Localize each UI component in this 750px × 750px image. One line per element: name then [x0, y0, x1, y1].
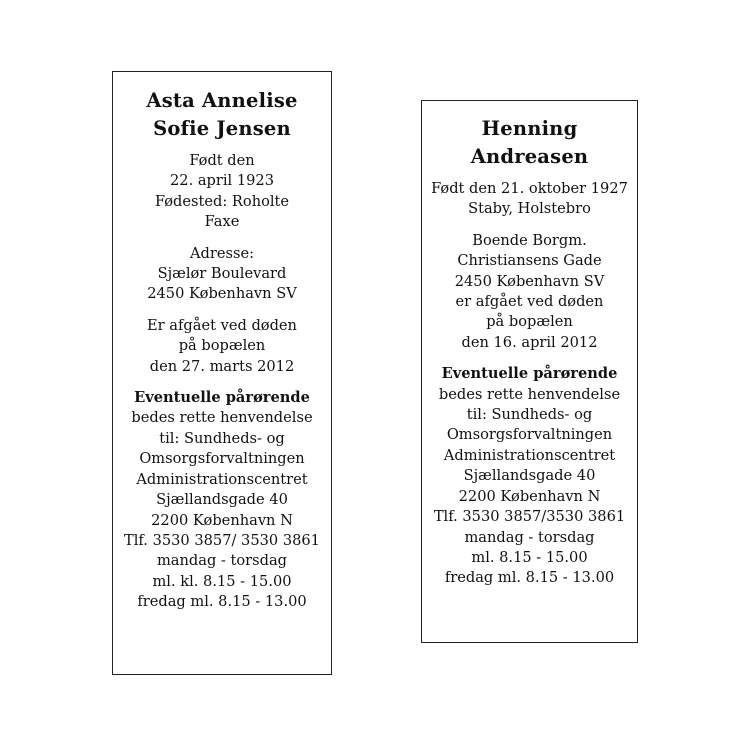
address-info	[113, 244, 331, 305]
birth-line: Født den 21. oktober 1927	[431, 180, 628, 197]
contact-line: fredag ml. 8.15 - 13.00	[444, 569, 615, 587]
name-line: Sofie Jensen	[153, 117, 291, 140]
obituary-notice-henning-andreasen	[421, 100, 638, 643]
contact-line: fredag ml. 8.15 - 13.00	[137, 593, 307, 611]
address-line: 2450 København SV	[147, 285, 297, 303]
contact-line: Omsorgsforvaltningen	[139, 450, 305, 468]
contact-line: til: Sundheds- og	[159, 429, 285, 447]
contact-line: ml. 8.15 - 15.00	[471, 548, 588, 566]
birth-info	[422, 179, 637, 220]
residence-line: 2450 København SV	[454, 272, 605, 290]
birth-line: Fødested: Roholte	[154, 192, 290, 210]
address-line: Adresse:	[189, 244, 255, 262]
residence-line: Christiansens Gade	[457, 252, 602, 270]
birth-line: Faxe	[204, 213, 240, 231]
name-line: Asta Annelise	[146, 89, 298, 112]
death-line: den 27. marts 2012	[149, 357, 295, 375]
birth-line: Staby, Holstebro	[468, 200, 591, 218]
deceased-name	[113, 72, 331, 143]
birth-info	[113, 151, 331, 233]
birth-line: 22. april 1923	[170, 172, 274, 190]
residence-info	[422, 231, 637, 353]
contact-line: Administrationscentret	[443, 446, 616, 464]
contact-line: mandag - torsdag	[464, 528, 595, 546]
death-line: Er afgået ved døden	[147, 316, 297, 334]
birth-line: Født den	[189, 152, 255, 169]
name-line: Andreasen	[470, 145, 589, 168]
name-line: Henning	[481, 117, 578, 140]
contact-line: bedes rette henvendelse	[438, 385, 621, 403]
contact-heading: Eventuelle pårørende	[441, 365, 618, 383]
contact-line: Sjællandsgade 40	[463, 467, 596, 485]
contact-line: Sjællandsgade 40	[156, 491, 288, 509]
contact-info	[422, 364, 637, 588]
contact-line: 2200 København N	[151, 511, 293, 529]
contact-line: bedes rette henvendelse	[131, 409, 313, 427]
residence-line: på bopælen	[486, 313, 573, 331]
address-line: Sjælør Boulevard	[157, 265, 287, 283]
contact-info	[113, 388, 331, 612]
contact-line: Tlf. 3530 3857/3530 3861	[433, 508, 626, 526]
residence-line: den 16. april 2012	[461, 333, 598, 351]
deceased-name	[422, 101, 637, 171]
residence-line: Boende Borgm.	[472, 231, 587, 249]
death-line: på bopælen	[178, 337, 266, 355]
contact-line: mandag - torsdag	[156, 552, 288, 570]
contact-line: 2200 København N	[458, 487, 601, 505]
contact-line: Administrationscentret	[136, 470, 308, 488]
contact-line: til: Sundheds- og	[466, 406, 593, 424]
contact-line: ml. kl. 8.15 - 15.00	[152, 572, 292, 590]
residence-line: er afgået ved døden	[455, 293, 604, 311]
contact-heading: Eventuelle pårørende	[134, 389, 310, 407]
contact-line: Omsorgsforvaltningen	[446, 426, 613, 444]
death-info	[113, 316, 331, 377]
obituary-notice-asta-jensen	[112, 71, 332, 675]
contact-line: Tlf. 3530 3857/ 3530 3861	[124, 531, 320, 549]
